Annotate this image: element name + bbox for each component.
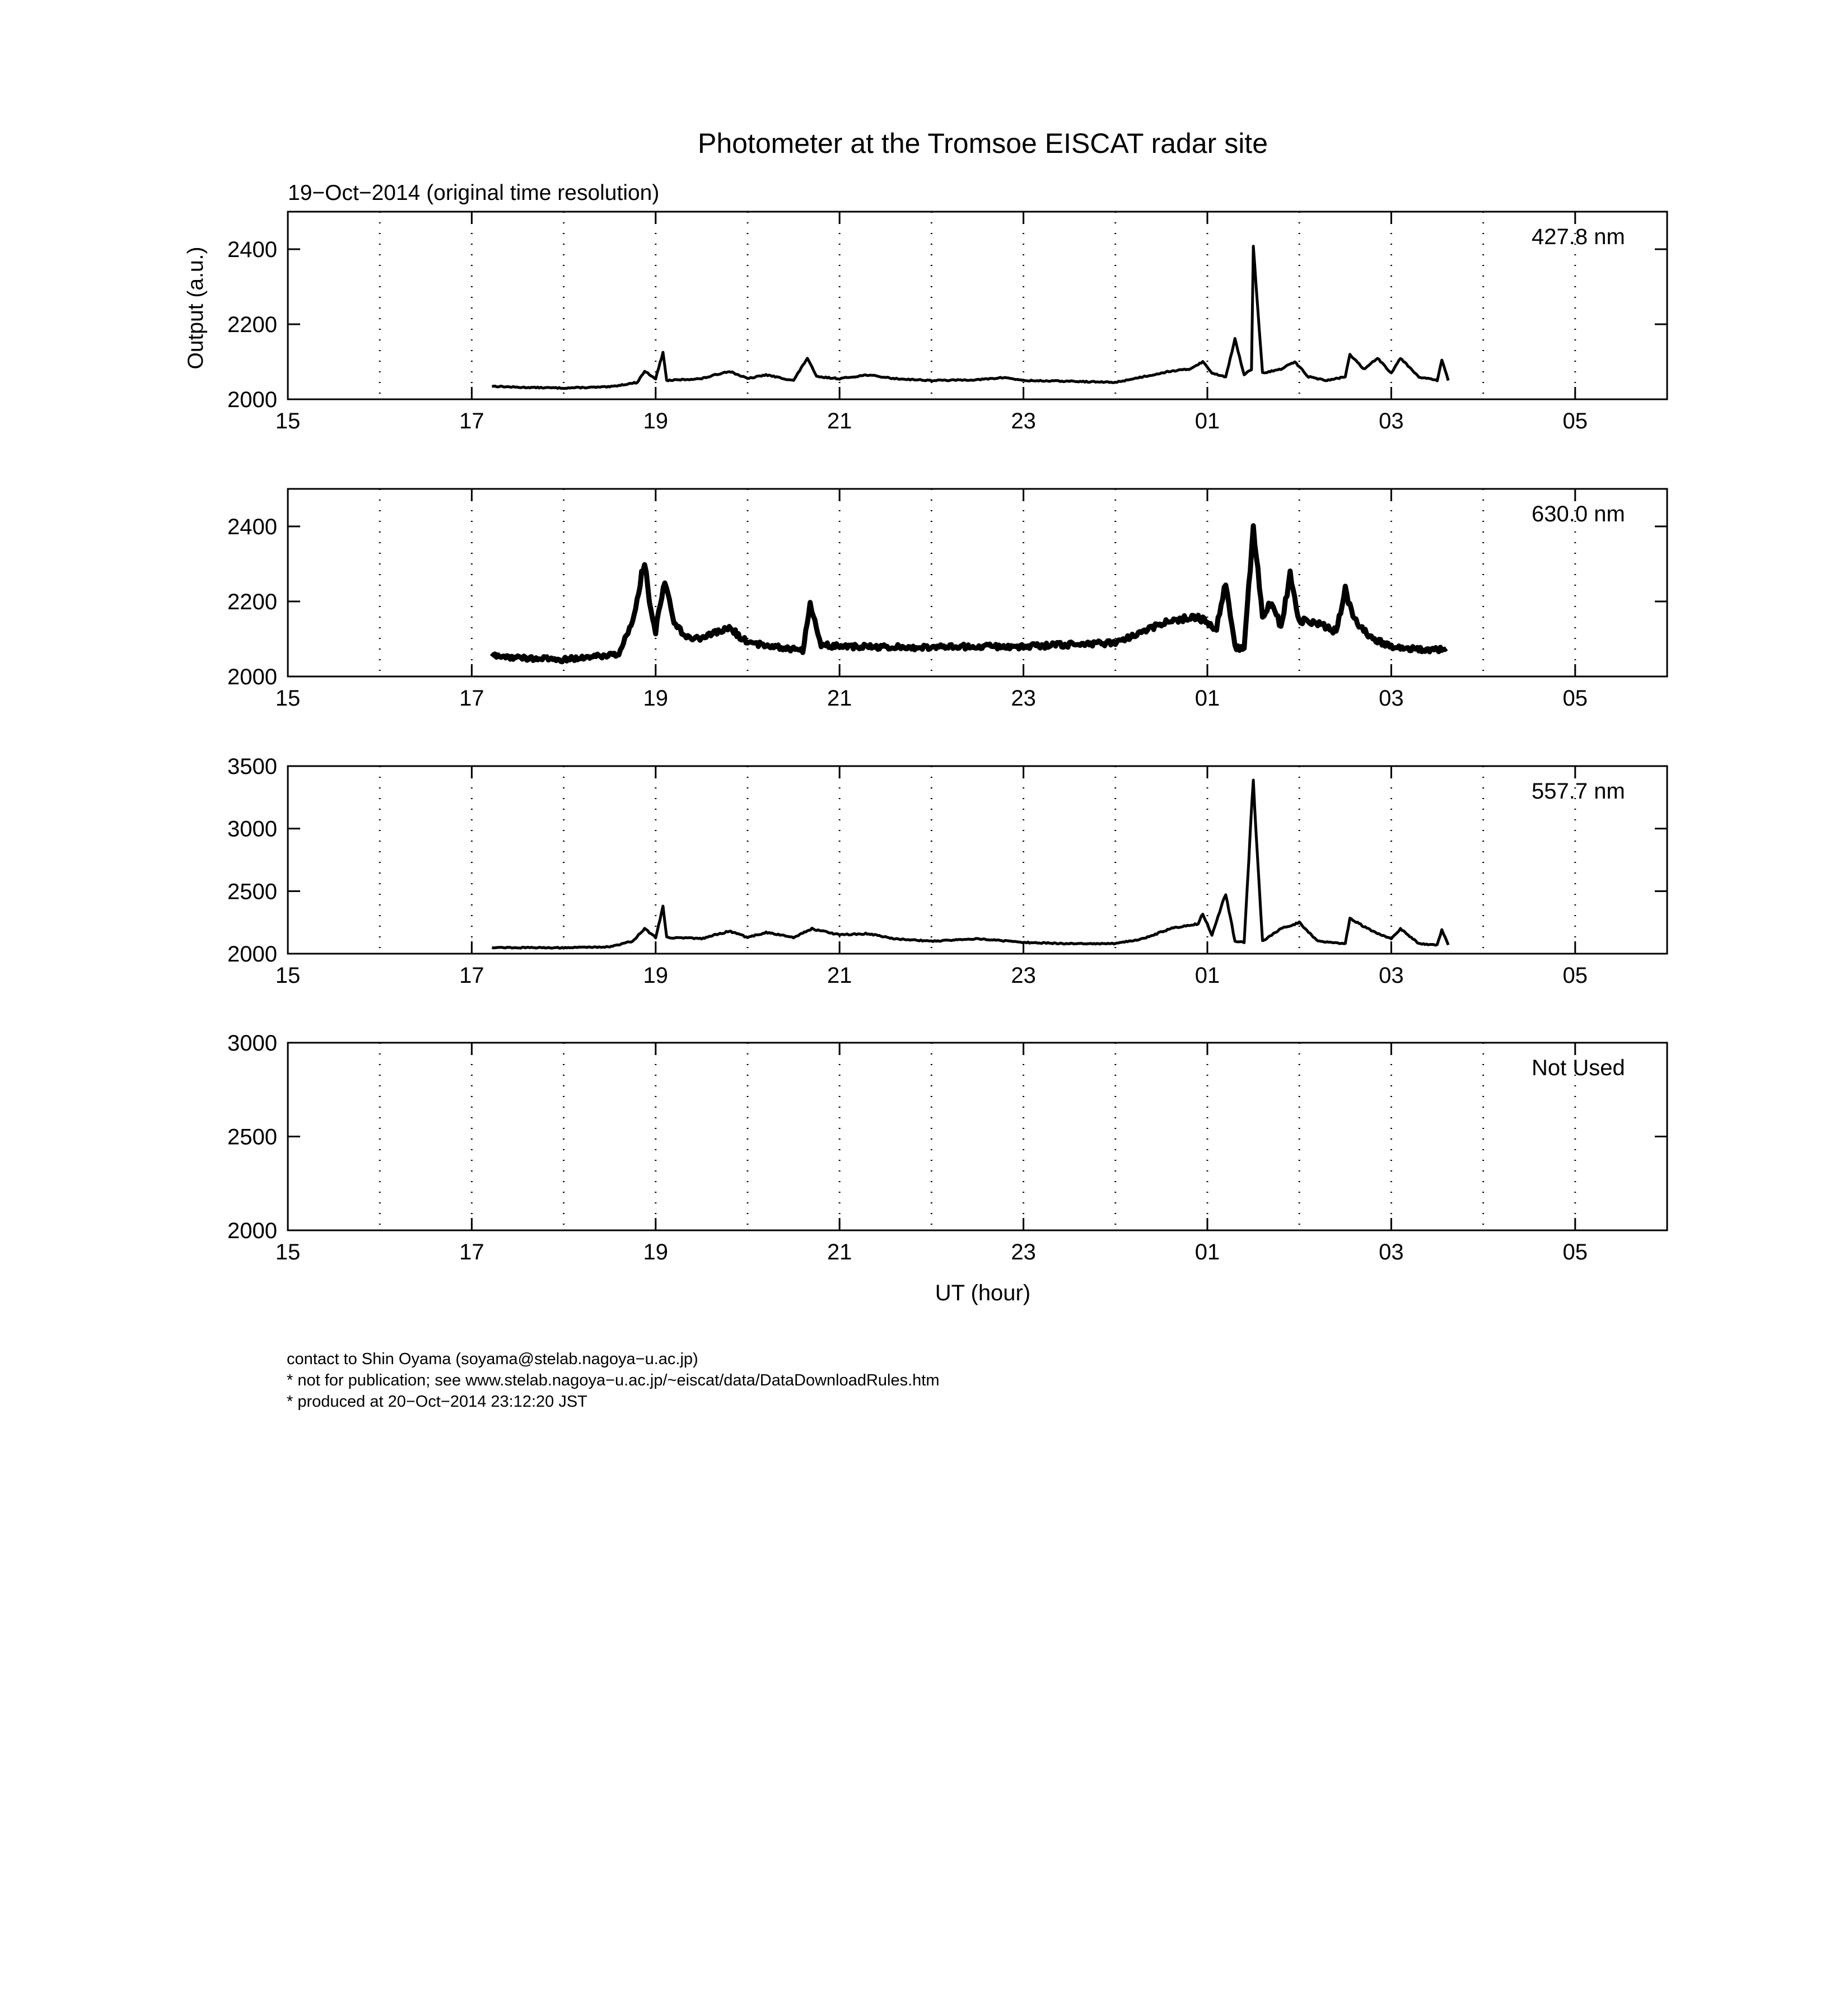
x-tick-label-7: 03 (1379, 1240, 1404, 1264)
x-tick-label-1: 15 (275, 1240, 301, 1264)
panel-1 (227, 212, 1667, 433)
x-tick-label-7: 03 (1379, 686, 1404, 711)
y-tick-label-2: 2500 (227, 879, 277, 904)
x-tick-label-5: 23 (1011, 409, 1036, 433)
x-tick-label-5: 23 (1011, 686, 1036, 711)
x-tick-label-8: 05 (1562, 1240, 1588, 1264)
x-tick-label-4: 21 (827, 409, 852, 433)
x-tick-label-3: 19 (643, 1240, 669, 1264)
panels-group (227, 212, 1667, 1264)
x-tick-label-8: 05 (1562, 686, 1588, 711)
y-tick-label-2: 2500 (227, 1124, 277, 1150)
panel-3 (227, 754, 1667, 988)
y-tick-label-2: 2200 (227, 312, 277, 337)
y-tick-label-3: 2400 (227, 515, 277, 539)
x-tick-label-6: 01 (1194, 963, 1220, 988)
panel-label: 427.8 nm (1532, 225, 1625, 249)
x-tick-label-3: 19 (643, 963, 669, 988)
y-tick-label-4: 3500 (227, 754, 277, 779)
x-tick-label-6: 01 (1194, 686, 1220, 711)
y-tick-label-2: 2200 (227, 590, 277, 614)
footer-rules: * not for publication; see www.stelab.nagoya−u.ac.jp/~eiscat/data/DataDownloadRules.htm (287, 1371, 940, 1389)
x-tick-label-4: 21 (827, 686, 852, 711)
footer-contact: contact to Shin Oyama (soyama@stelab.nagoya−u.ac.jp) (287, 1350, 698, 1368)
y-tick-label-1: 2000 (227, 942, 277, 967)
y-tick-label-1: 2000 (227, 665, 277, 689)
x-tick-label-5: 23 (1011, 1240, 1036, 1264)
x-tick-label-6: 01 (1194, 1240, 1220, 1264)
y-tick-label-3: 3000 (227, 816, 277, 842)
y-axis-label: Output (a.u.) (184, 246, 208, 370)
x-tick-label-7: 03 (1379, 409, 1404, 433)
x-tick-label-3: 19 (643, 686, 669, 711)
x-tick-label-5: 23 (1011, 963, 1036, 988)
x-tick-label-2: 17 (459, 1240, 484, 1264)
axes-frame (288, 766, 1667, 954)
x-tick-label-8: 05 (1562, 963, 1588, 988)
y-tick-label-1: 2000 (227, 1219, 277, 1243)
figure-title: Photometer at the Tromsoe EISCAT radar site (697, 128, 1268, 159)
panel-label: Not Used (1532, 1056, 1625, 1080)
x-tick-label-6: 01 (1194, 409, 1220, 433)
x-tick-label-1: 15 (275, 686, 301, 711)
x-axis-label: UT (hour) (935, 1281, 1031, 1305)
panel-2 (227, 489, 1667, 711)
y-tick-label-1: 2000 (227, 388, 277, 412)
y-tick-label-3: 2400 (227, 237, 277, 262)
x-tick-label-2: 17 (459, 409, 484, 433)
series-line-1 (492, 526, 1446, 662)
series-line-1 (492, 780, 1449, 948)
x-tick-label-4: 21 (827, 1240, 852, 1264)
y-tick-label-3: 3000 (227, 1031, 277, 1056)
x-tick-label-7: 03 (1379, 963, 1404, 988)
x-tick-label-2: 17 (459, 686, 484, 711)
x-tick-label-2: 17 (459, 963, 484, 988)
x-tick-label-3: 19 (643, 409, 669, 433)
panel-4 (227, 1031, 1667, 1264)
axes-frame (288, 212, 1667, 399)
series-line-1 (492, 246, 1449, 389)
x-tick-label-8: 05 (1562, 409, 1588, 433)
footer-produced: * produced at 20−Oct−2014 23:12:20 JST (287, 1393, 587, 1411)
x-tick-label-1: 15 (275, 963, 301, 988)
x-tick-label-4: 21 (827, 963, 852, 988)
axes-frame (288, 1043, 1667, 1230)
panel-label: 557.7 nm (1532, 779, 1625, 804)
footer-notes (287, 1348, 940, 1412)
panel-label: 630.0 nm (1532, 502, 1625, 526)
x-tick-label-1: 15 (275, 409, 301, 433)
figure-subtitle: 19−Oct−2014 (original time resolution) (288, 181, 660, 205)
